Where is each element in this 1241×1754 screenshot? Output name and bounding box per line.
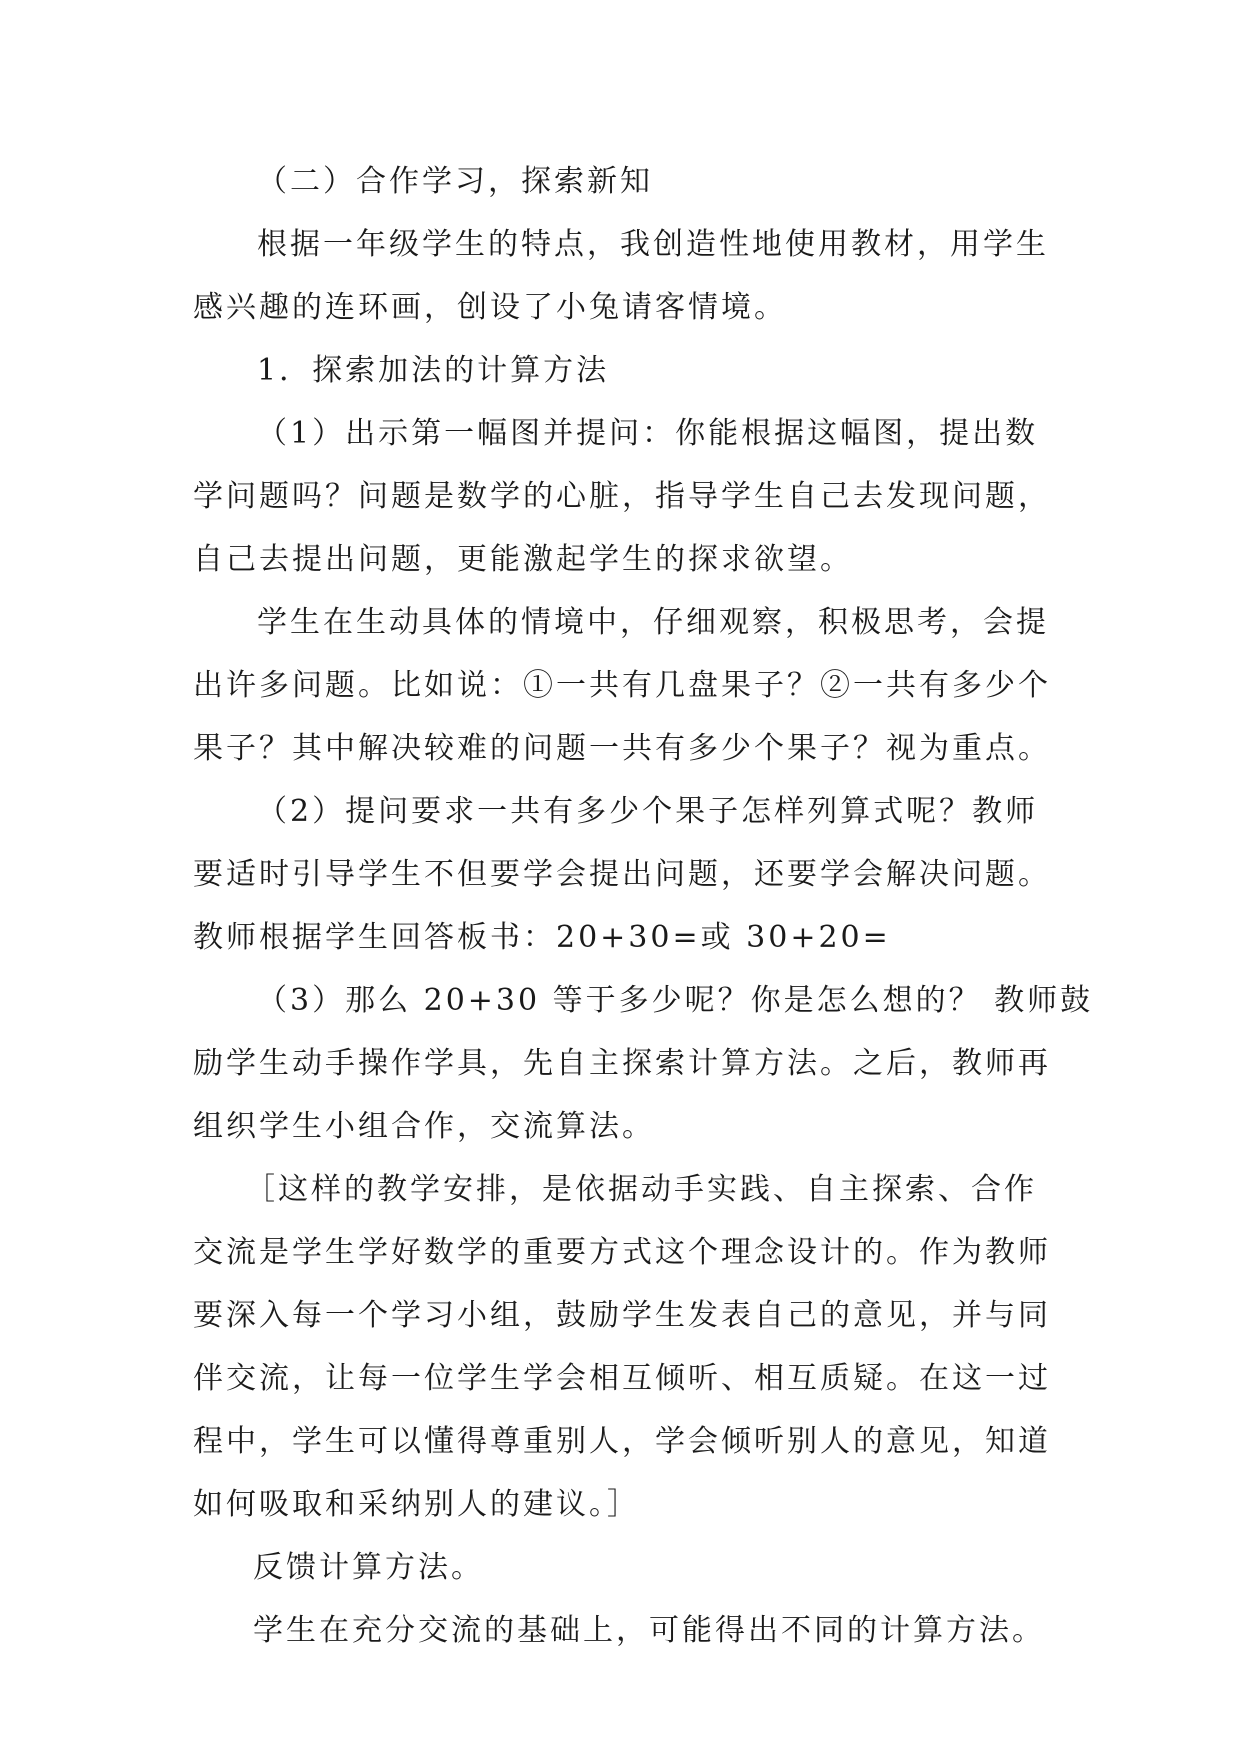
paragraph-line: （1）出示第一幅图并提问：你能根据这幅图，提出数 [257,416,1039,451]
paragraph-line: 教师根据学生回答板书：20+30=或 30+20= [193,920,891,955]
paragraph-line: 感兴趣的连环画，创设了小兔请客情境。 [193,290,787,325]
paragraph-line: 伴交流，让每一位学生学会相互倾听、相互质疑。在这一过 [193,1361,1051,1396]
paragraph-line: 组织学生小组合作，交流算法。 [193,1109,655,1144]
paragraph-line: （2）提问要求一共有多少个果子怎样列算式呢？教师 [257,794,1039,829]
document-body [193,150,1094,1662]
paragraph-line: 自己去提出问题，更能激起学生的探求欲望。 [193,542,853,577]
paragraph-line: 交流是学生学好数学的重要方式这个理念设计的。作为教师 [193,1235,1051,1270]
paragraph-line: 反馈计算方法。 [253,1550,484,1585]
paragraph-line: 根据一年级学生的特点，我创造性地使用教材，用学生 [257,227,1049,262]
paragraph-line: 励学生动手操作学具，先自主探索计算方法。之后，教师再 [193,1046,1051,1081]
paragraph-line: ［这样的教学安排，是依据动手实践、自主探索、合作 [245,1172,1037,1207]
paragraph-line: 要深入每一个学习小组，鼓励学生发表自己的意见，并与同 [193,1298,1051,1333]
paragraph-line: （3）那么 20+30 等于多少呢？你是怎么想的？ 教师鼓 [257,983,1094,1018]
paragraph-line: 学问题吗？问题是数学的心脏，指导学生自己去发现问题， [193,479,1051,514]
section-heading: （二）合作学习，探索新知 [257,164,653,199]
paragraph-line: 学生在充分交流的基础上，可能得出不同的计算方法。 [253,1613,1045,1648]
paragraph-line: 程中，学生可以懂得尊重别人，学会倾听别人的意见，知道 [193,1424,1051,1459]
paragraph-line: 学生在生动具体的情境中，仔细观察，积极思考，会提 [257,605,1049,640]
paragraph-line: 出许多问题。比如说：①一共有几盘果子？②一共有多少个 [193,668,1051,703]
paragraph-line: 果子？其中解决较难的问题一共有多少个果子？视为重点。 [193,731,1051,766]
paragraph-line: 如何吸取和采纳别人的建议。］ [193,1487,640,1522]
paragraph-line: 要适时引导学生不但要学会提出问题，还要学会解决问题。 [193,857,1051,892]
subsection-heading: 1．探索加法的计算方法 [257,353,610,388]
